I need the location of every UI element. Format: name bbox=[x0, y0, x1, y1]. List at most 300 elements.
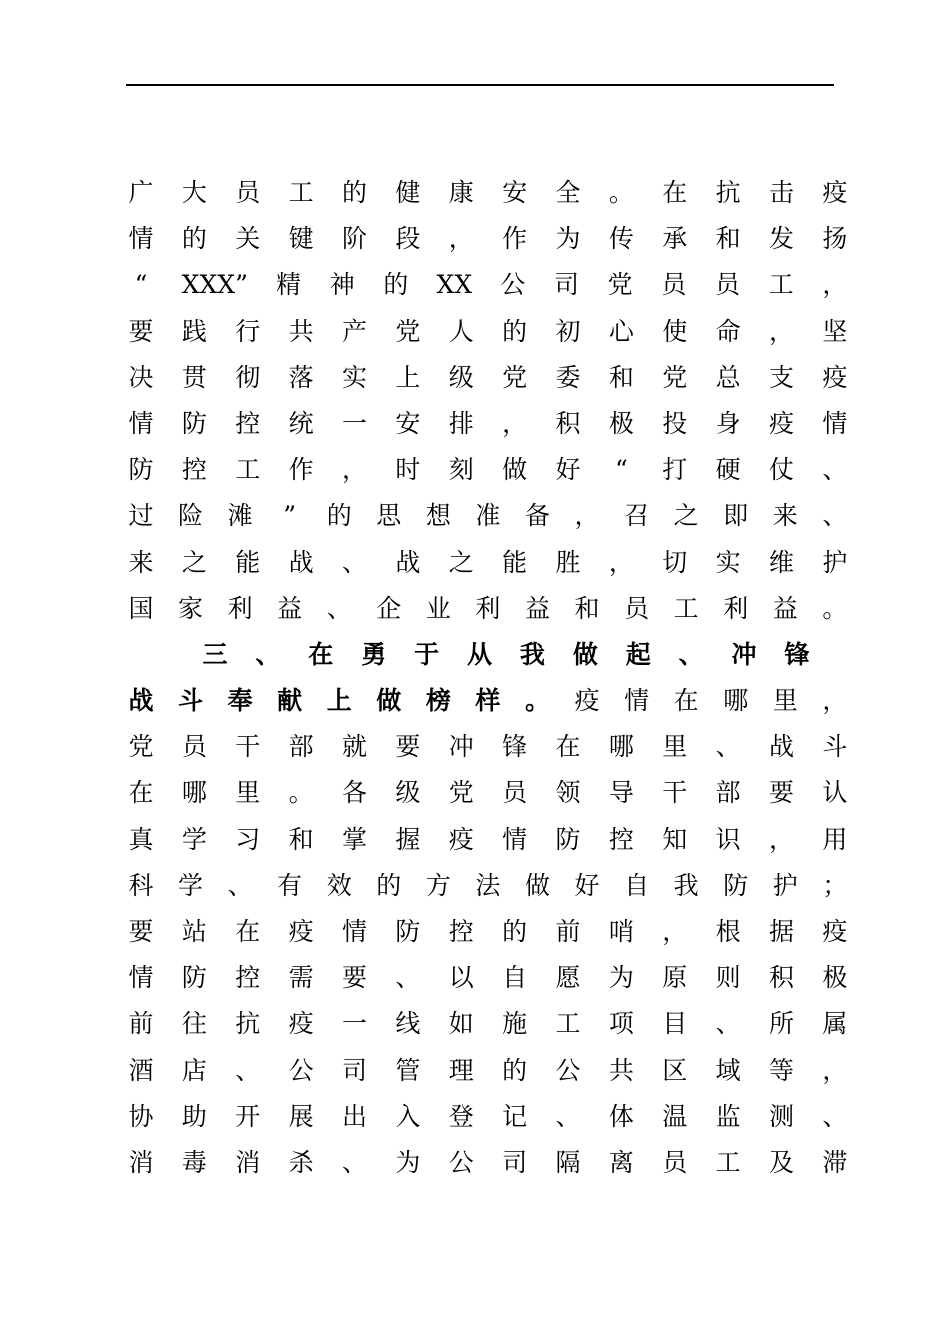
glyph: 控 bbox=[235, 963, 261, 993]
glyph: 于 bbox=[414, 639, 440, 669]
glyph: ， bbox=[448, 224, 474, 254]
glyph: 记 bbox=[502, 1101, 528, 1131]
glyph: 党 bbox=[448, 778, 474, 808]
glyph: 之 bbox=[673, 501, 699, 531]
glyph: 、 bbox=[822, 1101, 848, 1131]
glyph: 工 bbox=[555, 1009, 581, 1039]
glyph: 抗 bbox=[715, 178, 741, 207]
glyph: 公 bbox=[555, 1055, 581, 1085]
glyph: 一 bbox=[341, 408, 367, 438]
glyph: 要 bbox=[128, 316, 154, 346]
glyph: 利 bbox=[227, 593, 253, 623]
glyph: 在 bbox=[673, 686, 699, 716]
glyph: 科 bbox=[128, 870, 154, 900]
glyph: 要 bbox=[395, 732, 421, 762]
glyph: 和 bbox=[715, 224, 741, 254]
glyph: 自 bbox=[502, 963, 528, 993]
glyph: 疫 bbox=[822, 362, 848, 392]
glyph: 能 bbox=[502, 547, 528, 577]
glyph: 往 bbox=[181, 1009, 207, 1039]
glyph: 健 bbox=[395, 178, 421, 207]
header-rule bbox=[126, 84, 834, 86]
glyph: 防 bbox=[395, 917, 421, 946]
glyph: 疫 bbox=[822, 178, 848, 207]
glyph: 业 bbox=[425, 593, 451, 623]
glyph: 、 bbox=[341, 1147, 367, 1177]
glyph: 初 bbox=[555, 316, 581, 346]
glyph: 、 bbox=[341, 547, 367, 577]
glyph: 承 bbox=[662, 224, 688, 254]
glyph: 需 bbox=[288, 963, 314, 993]
glyph: 人 bbox=[448, 316, 474, 346]
glyph: 体 bbox=[608, 1101, 634, 1131]
glyph: 域 bbox=[715, 1055, 741, 1085]
glyph: 情 bbox=[624, 686, 650, 716]
glyph: 愿 bbox=[555, 963, 581, 993]
glyph: 决 bbox=[128, 362, 154, 392]
glyph: 在 bbox=[662, 178, 688, 207]
glyph: “ bbox=[134, 270, 148, 300]
glyph: 各 bbox=[341, 778, 367, 808]
text-line bbox=[128, 1140, 848, 1186]
glyph: 和 bbox=[288, 824, 314, 854]
glyph: 为 bbox=[608, 963, 634, 993]
glyph: 产 bbox=[341, 316, 367, 346]
glyph: ， bbox=[768, 824, 794, 854]
glyph: 助 bbox=[181, 1101, 207, 1131]
glyph: 国 bbox=[128, 593, 154, 623]
glyph: ” bbox=[283, 501, 297, 531]
glyph: 时 bbox=[395, 455, 421, 485]
glyph: 站 bbox=[181, 917, 207, 946]
glyph: 要 bbox=[341, 963, 367, 993]
text-line bbox=[128, 540, 848, 586]
glyph: 要 bbox=[768, 778, 794, 808]
glyph: 领 bbox=[555, 778, 581, 808]
glyph: 做 bbox=[524, 870, 550, 900]
glyph: 委 bbox=[555, 362, 581, 392]
glyph: 阶 bbox=[341, 224, 367, 254]
glyph: 段 bbox=[395, 224, 421, 254]
glyph: 的 bbox=[326, 501, 352, 531]
text-line bbox=[128, 1001, 848, 1047]
glyph: 防 bbox=[723, 870, 749, 900]
glyph: 战 bbox=[395, 547, 421, 577]
glyph: 干 bbox=[662, 778, 688, 808]
glyph: 级 bbox=[395, 778, 421, 808]
glyph: 我 bbox=[673, 870, 699, 900]
glyph: 工 bbox=[235, 455, 261, 485]
glyph: 战 bbox=[768, 732, 794, 762]
glyph: 员 bbox=[624, 593, 650, 623]
text-line bbox=[128, 216, 848, 262]
glyph: ， bbox=[608, 547, 634, 577]
glyph: 来 bbox=[128, 547, 154, 577]
text-line bbox=[128, 355, 848, 401]
glyph: 、 bbox=[715, 1009, 741, 1039]
glyph: 导 bbox=[608, 778, 634, 808]
glyph: ， bbox=[341, 455, 367, 485]
glyph: 思 bbox=[376, 501, 402, 531]
glyph: 党 bbox=[662, 362, 688, 392]
glyph: 和 bbox=[608, 362, 634, 392]
glyph: 效 bbox=[326, 870, 352, 900]
glyph: 登 bbox=[448, 1101, 474, 1131]
glyph: 使 bbox=[662, 316, 688, 346]
glyph: ； bbox=[822, 870, 848, 900]
glyph: 以 bbox=[448, 963, 474, 993]
glyph: 控 bbox=[448, 917, 474, 946]
glyph: 如 bbox=[448, 1009, 474, 1039]
glyph: 真 bbox=[128, 824, 154, 854]
glyph: 、 bbox=[678, 639, 704, 669]
glyph: 掌 bbox=[341, 824, 367, 854]
text-line bbox=[128, 724, 848, 770]
glyph: 极 bbox=[822, 963, 848, 993]
glyph: 刻 bbox=[448, 455, 474, 485]
text-line bbox=[128, 401, 848, 447]
glyph: 做 bbox=[376, 686, 402, 716]
text-line bbox=[128, 817, 848, 863]
glyph: ， bbox=[662, 917, 688, 946]
glyph: 展 bbox=[288, 1101, 314, 1131]
glyph: 家 bbox=[178, 593, 204, 623]
glyph: 仗 bbox=[768, 455, 794, 485]
glyph: 哨 bbox=[608, 917, 634, 946]
glyph: 极 bbox=[608, 408, 634, 438]
glyph: 自 bbox=[624, 870, 650, 900]
glyph: 、 bbox=[326, 593, 352, 623]
glyph: 员 bbox=[235, 178, 261, 207]
glyph: 党 bbox=[395, 316, 421, 346]
glyph: 前 bbox=[128, 1009, 154, 1039]
glyph: 之 bbox=[448, 547, 474, 577]
glyph: 险 bbox=[178, 501, 204, 531]
glyph: 防 bbox=[181, 408, 207, 438]
glyph: ， bbox=[822, 1055, 848, 1085]
glyph: 、 bbox=[255, 639, 281, 669]
glyph: 好 bbox=[555, 455, 581, 485]
glyph: 三 bbox=[202, 639, 228, 669]
glyph: 测 bbox=[768, 1101, 794, 1131]
glyph: 部 bbox=[715, 778, 741, 808]
glyph: 区 bbox=[662, 1055, 688, 1085]
text-line bbox=[128, 770, 848, 816]
glyph: 控 bbox=[608, 824, 634, 854]
glyph: 利 bbox=[723, 593, 749, 623]
glyph: 习 bbox=[235, 824, 261, 854]
glyph: 安 bbox=[502, 178, 528, 207]
glyph: 前 bbox=[555, 917, 581, 946]
glyph: 的 bbox=[341, 178, 367, 207]
glyph: 起 bbox=[625, 639, 651, 669]
glyph: 广 bbox=[128, 178, 154, 207]
glyph: 落 bbox=[288, 362, 314, 392]
glyph: 的 bbox=[181, 224, 207, 254]
glyph: 据 bbox=[768, 917, 794, 946]
glyph: 从 bbox=[467, 639, 493, 669]
glyph: 及 bbox=[768, 1147, 794, 1177]
glyph: 的 bbox=[502, 917, 528, 946]
glyph: 的 bbox=[376, 870, 402, 900]
glyph: 抗 bbox=[235, 1009, 261, 1039]
glyph: 店 bbox=[181, 1055, 207, 1085]
glyph: 在 bbox=[555, 732, 581, 762]
glyph: 硬 bbox=[715, 455, 741, 485]
glyph: 能 bbox=[235, 547, 261, 577]
glyph: 哪 bbox=[608, 732, 634, 762]
glyph: 切 bbox=[662, 547, 688, 577]
glyph: 一 bbox=[341, 1009, 367, 1039]
glyph: 工 bbox=[288, 178, 314, 207]
glyph: 扬 bbox=[822, 224, 848, 254]
glyph: 贯 bbox=[181, 362, 207, 392]
text-line bbox=[128, 863, 848, 909]
glyph: 行 bbox=[235, 316, 261, 346]
glyph: 情 bbox=[128, 408, 154, 438]
glyph: 情 bbox=[128, 224, 154, 254]
glyph: 关 bbox=[235, 224, 261, 254]
glyph: 防 bbox=[128, 455, 154, 485]
text-line bbox=[128, 1048, 848, 1094]
glyph: 毒 bbox=[181, 1147, 207, 1177]
text-line bbox=[128, 493, 848, 539]
text-line bbox=[128, 586, 848, 632]
glyph: 身 bbox=[715, 408, 741, 438]
glyph: 奉 bbox=[227, 686, 253, 716]
glyph: 原 bbox=[662, 963, 688, 993]
glyph: 疫 bbox=[574, 686, 600, 716]
glyph: 监 bbox=[715, 1101, 741, 1131]
glyph: 战 bbox=[128, 686, 154, 716]
glyph: 心 bbox=[608, 316, 634, 346]
glyph: 控 bbox=[181, 455, 207, 485]
glyph: 司 bbox=[502, 1147, 528, 1177]
glyph: 大 bbox=[181, 178, 207, 207]
glyph: 员 bbox=[502, 778, 528, 808]
glyph: 工 bbox=[673, 593, 699, 623]
glyph: 实 bbox=[715, 547, 741, 577]
glyph: 。 bbox=[524, 686, 550, 716]
glyph: 备 bbox=[524, 501, 550, 531]
glyph: 传 bbox=[608, 224, 634, 254]
glyph: 员 bbox=[662, 1147, 688, 1177]
glyph: 胜 bbox=[555, 547, 581, 577]
glyph: 准 bbox=[475, 501, 501, 531]
glyph: 司 bbox=[341, 1055, 367, 1085]
glyph: 命 bbox=[715, 316, 741, 346]
glyph: 施 bbox=[502, 1009, 528, 1039]
section-heading-line bbox=[128, 632, 848, 678]
glyph: 、 bbox=[227, 870, 253, 900]
glyph: 滞 bbox=[822, 1147, 848, 1177]
glyph: 的 bbox=[502, 1055, 528, 1085]
glyph: 学 bbox=[181, 824, 207, 854]
glyph: 键 bbox=[288, 224, 314, 254]
glyph: 司 bbox=[553, 270, 579, 300]
glyph: 工 bbox=[768, 270, 794, 300]
glyph: 离 bbox=[608, 1147, 634, 1177]
glyph: 的 bbox=[502, 316, 528, 346]
glyph: 康 bbox=[448, 178, 474, 207]
glyph: 情 bbox=[822, 408, 848, 438]
glyph: 的 bbox=[383, 270, 409, 300]
glyph: 学 bbox=[178, 870, 204, 900]
glyph: 有 bbox=[277, 870, 303, 900]
glyph: 斗 bbox=[822, 732, 848, 762]
glyph: 哪 bbox=[181, 778, 207, 808]
glyph: 酒 bbox=[128, 1055, 154, 1085]
glyph: 里 bbox=[235, 778, 261, 808]
glyph: 要 bbox=[128, 917, 154, 946]
text-line bbox=[128, 170, 848, 216]
text-line bbox=[128, 309, 848, 355]
glyph: 安 bbox=[395, 408, 421, 438]
glyph: 隔 bbox=[555, 1147, 581, 1177]
glyph: 认 bbox=[822, 778, 848, 808]
glyph: 斗 bbox=[178, 686, 204, 716]
glyph: 样 bbox=[475, 686, 501, 716]
glyph: 投 bbox=[662, 408, 688, 438]
glyph: 献 bbox=[277, 686, 303, 716]
glyph: 实 bbox=[341, 362, 367, 392]
text-line bbox=[128, 1094, 848, 1140]
glyph: 哪 bbox=[723, 686, 749, 716]
glyph: ， bbox=[822, 686, 848, 716]
glyph: 控 bbox=[235, 408, 261, 438]
glyph: 情 bbox=[128, 963, 154, 993]
glyph: 员 bbox=[661, 270, 687, 300]
glyph: 支 bbox=[768, 362, 794, 392]
glyph: 法 bbox=[475, 870, 501, 900]
glyph: 知 bbox=[662, 824, 688, 854]
glyph: 冲 bbox=[448, 732, 474, 762]
glyph: 党 bbox=[128, 732, 154, 762]
glyph: 防 bbox=[181, 963, 207, 993]
glyph: 作 bbox=[502, 224, 528, 254]
glyph: 线 bbox=[395, 1009, 421, 1039]
glyph: 作 bbox=[288, 455, 314, 485]
glyph: 击 bbox=[768, 178, 794, 207]
glyph: 榜 bbox=[425, 686, 451, 716]
glyph: 干 bbox=[235, 732, 261, 762]
glyph: 总 bbox=[715, 362, 741, 392]
glyph: 彻 bbox=[235, 362, 261, 392]
glyph: 防 bbox=[555, 824, 581, 854]
text-line bbox=[128, 262, 848, 308]
glyph: 为 bbox=[395, 1147, 421, 1177]
glyph: 积 bbox=[768, 963, 794, 993]
glyph: 疫 bbox=[448, 824, 474, 854]
glyph: 锋 bbox=[502, 732, 528, 762]
glyph: 所 bbox=[768, 1009, 794, 1039]
glyph: 上 bbox=[395, 362, 421, 392]
glyph: 排 bbox=[448, 408, 474, 438]
glyph: 护 bbox=[822, 547, 848, 577]
glyph: 利 bbox=[475, 593, 501, 623]
glyph: 、 bbox=[822, 501, 848, 531]
glyph: 锋 bbox=[784, 639, 810, 669]
glyph: 杀 bbox=[288, 1147, 314, 1177]
glyph: 部 bbox=[288, 732, 314, 762]
glyph: 消 bbox=[128, 1147, 154, 1177]
glyph: 握 bbox=[395, 824, 421, 854]
glyph: 企 bbox=[376, 593, 402, 623]
glyph: 和 bbox=[574, 593, 600, 623]
glyph: 温 bbox=[662, 1101, 688, 1131]
glyph: 等 bbox=[768, 1055, 794, 1085]
glyph: 我 bbox=[519, 639, 545, 669]
glyph: 上 bbox=[326, 686, 352, 716]
glyph: ， bbox=[574, 501, 600, 531]
glyph: 做 bbox=[502, 455, 528, 485]
glyph: “ bbox=[614, 455, 628, 485]
glyph: XX bbox=[436, 270, 473, 300]
glyph: 公 bbox=[288, 1055, 314, 1085]
glyph: 护 bbox=[772, 870, 798, 900]
glyph: 项 bbox=[608, 1009, 634, 1039]
glyph: 出 bbox=[341, 1101, 367, 1131]
glyph: 滩 bbox=[227, 501, 253, 531]
glyph: 在 bbox=[128, 778, 154, 808]
glyph: 、 bbox=[555, 1101, 581, 1131]
glyph: 理 bbox=[448, 1055, 474, 1085]
glyph: 用 bbox=[822, 824, 848, 854]
section-heading-line bbox=[128, 678, 848, 724]
glyph: 在 bbox=[235, 917, 261, 946]
glyph: 即 bbox=[723, 501, 749, 531]
glyph: 召 bbox=[624, 501, 650, 531]
glyph: 坚 bbox=[822, 316, 848, 346]
glyph: 属 bbox=[822, 1009, 848, 1039]
glyph: 公 bbox=[448, 1147, 474, 1177]
glyph: 党 bbox=[502, 362, 528, 392]
glyph: 疫 bbox=[288, 917, 314, 946]
glyph: 统 bbox=[288, 408, 314, 438]
glyph: 员 bbox=[181, 732, 207, 762]
text-line bbox=[128, 447, 848, 493]
glyph: 来 bbox=[772, 501, 798, 531]
glyph: 公 bbox=[500, 270, 526, 300]
text-line bbox=[128, 909, 848, 955]
glyph: ， bbox=[822, 270, 848, 300]
glyph: 在 bbox=[308, 639, 334, 669]
glyph: 疫 bbox=[822, 917, 848, 946]
glyph: 共 bbox=[288, 316, 314, 346]
glyph: 精 bbox=[276, 270, 302, 300]
glyph: 勇 bbox=[361, 639, 387, 669]
glyph: ， bbox=[768, 316, 794, 346]
glyph: 里 bbox=[772, 686, 798, 716]
glyph: 开 bbox=[235, 1101, 261, 1131]
glyph: 方 bbox=[425, 870, 451, 900]
glyph: 维 bbox=[768, 547, 794, 577]
glyph: 之 bbox=[181, 547, 207, 577]
glyph: 级 bbox=[448, 362, 474, 392]
glyph: 想 bbox=[425, 501, 451, 531]
glyph: 根 bbox=[715, 917, 741, 946]
glyph: 入 bbox=[395, 1101, 421, 1131]
glyph: 过 bbox=[128, 501, 154, 531]
glyph: 、 bbox=[822, 455, 848, 485]
glyph: 、 bbox=[715, 732, 741, 762]
glyph: 践 bbox=[181, 316, 207, 346]
glyph: 发 bbox=[768, 224, 794, 254]
glyph: 、 bbox=[395, 963, 421, 993]
text-line bbox=[128, 955, 848, 1001]
glyph: 目 bbox=[662, 1009, 688, 1039]
document-body bbox=[128, 170, 848, 1186]
